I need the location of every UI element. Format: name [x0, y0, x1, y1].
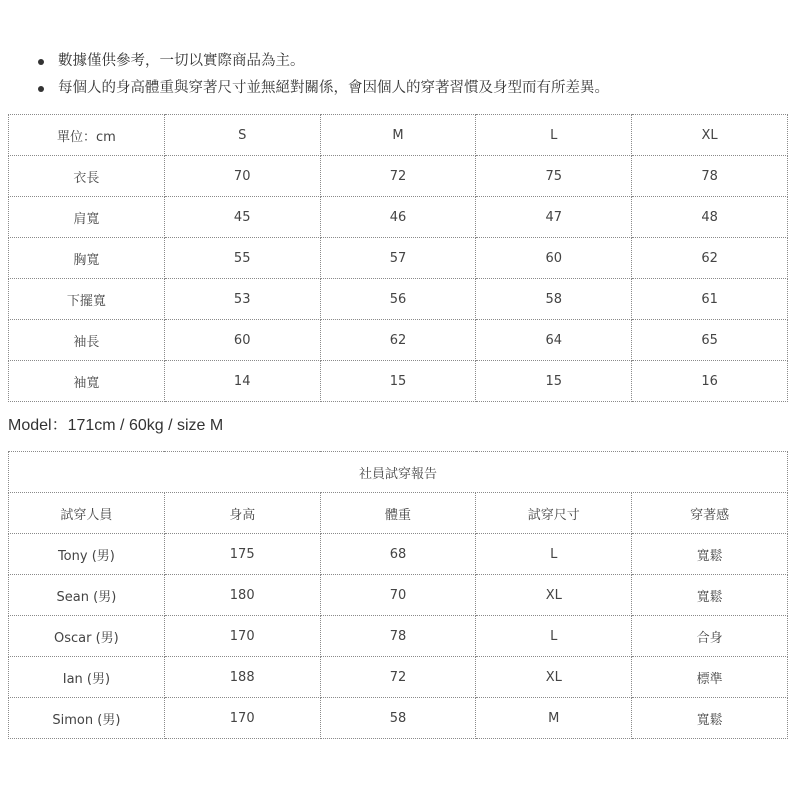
- table-cell: 寬鬆: [632, 575, 788, 616]
- table-cell: 61: [632, 279, 788, 320]
- table-cell: 62: [320, 320, 476, 361]
- table-cell: XL: [476, 657, 632, 698]
- table-cell: 180: [164, 575, 320, 616]
- table-cell: 53: [164, 279, 320, 320]
- table-cell: L: [476, 616, 632, 657]
- header-cell: 穿著感: [632, 493, 788, 534]
- table-row: [9, 616, 788, 657]
- table-cell: 70: [320, 575, 476, 616]
- row-label-cell: 肩寬: [9, 197, 165, 238]
- table-row: [9, 279, 788, 320]
- table-cell: 55: [164, 238, 320, 279]
- table-cell: 75: [476, 156, 632, 197]
- size-chart-table: [8, 114, 788, 402]
- table-cell: 56: [320, 279, 476, 320]
- table-cell: 60: [476, 238, 632, 279]
- table-cell: 57: [320, 238, 476, 279]
- table-row: [9, 238, 788, 279]
- table-cell: 170: [164, 616, 320, 657]
- header-cell: 單位：cm: [9, 115, 165, 156]
- note-item: 每個人的身高體重與穿著尺寸並無絕對關係，會因個人的穿著習慣及身型而有所差異。: [32, 75, 609, 102]
- table-cell: 60: [164, 320, 320, 361]
- note-item: 數據僅供參考，一切以實際商品為主。: [32, 48, 609, 75]
- header-cell: M: [320, 115, 476, 156]
- table-cell: 16: [632, 361, 788, 402]
- table-cell: 15: [476, 361, 632, 402]
- table-cell: 72: [320, 156, 476, 197]
- row-label-cell: Sean (男): [9, 575, 165, 616]
- row-label-cell: Tony (男): [9, 534, 165, 575]
- table-row: [9, 197, 788, 238]
- table-cell: XL: [476, 575, 632, 616]
- table-cell: 寬鬆: [632, 534, 788, 575]
- header-cell: 身高: [164, 493, 320, 534]
- table-cell: 70: [164, 156, 320, 197]
- table-cell: M: [476, 698, 632, 739]
- table-cell: 68: [320, 534, 476, 575]
- table-cell: 170: [164, 698, 320, 739]
- table-header-row: [9, 115, 788, 156]
- row-label-cell: 袖長: [9, 320, 165, 361]
- table-cell: L: [476, 534, 632, 575]
- table-cell: 58: [320, 698, 476, 739]
- table-cell: 48: [632, 197, 788, 238]
- table-cell: 14: [164, 361, 320, 402]
- table-cell: 78: [320, 616, 476, 657]
- row-label-cell: 衣長: [9, 156, 165, 197]
- row-label-cell: Oscar (男): [9, 616, 165, 657]
- table-cell: 72: [320, 657, 476, 698]
- row-label-cell: Simon (男): [9, 698, 165, 739]
- row-label-cell: Ian (男): [9, 657, 165, 698]
- table-cell: 46: [320, 197, 476, 238]
- table-row: [9, 361, 788, 402]
- table-row: [9, 575, 788, 616]
- table-cell: 58: [476, 279, 632, 320]
- fitting-report-table: [8, 451, 788, 739]
- notes-list: [32, 48, 609, 102]
- table-cell: 47: [476, 197, 632, 238]
- row-label-cell: 胸寬: [9, 238, 165, 279]
- table-cell: 78: [632, 156, 788, 197]
- table-title: 社員試穿報告: [9, 452, 788, 493]
- table-row: [9, 156, 788, 197]
- model-info: Model：171cm / 60kg / size M: [8, 417, 224, 434]
- table-header-row: [9, 493, 788, 534]
- table-cell: 15: [320, 361, 476, 402]
- table-title-row: [9, 452, 788, 493]
- header-cell: 試穿尺寸: [476, 493, 632, 534]
- table-row: [9, 534, 788, 575]
- table-cell: 合身: [632, 616, 788, 657]
- table-cell: 45: [164, 197, 320, 238]
- table-row: [9, 320, 788, 361]
- table-row: [9, 698, 788, 739]
- table-row: [9, 657, 788, 698]
- header-cell: 試穿人員: [9, 493, 165, 534]
- table-cell: 寬鬆: [632, 698, 788, 739]
- table-cell: 標準: [632, 657, 788, 698]
- table-cell: 62: [632, 238, 788, 279]
- row-label-cell: 下擺寬: [9, 279, 165, 320]
- table-cell: 188: [164, 657, 320, 698]
- table-cell: 65: [632, 320, 788, 361]
- table-cell: 175: [164, 534, 320, 575]
- header-cell: XL: [632, 115, 788, 156]
- header-cell: L: [476, 115, 632, 156]
- row-label-cell: 袖寬: [9, 361, 165, 402]
- table-cell: 64: [476, 320, 632, 361]
- header-cell: S: [164, 115, 320, 156]
- header-cell: 體重: [320, 493, 476, 534]
